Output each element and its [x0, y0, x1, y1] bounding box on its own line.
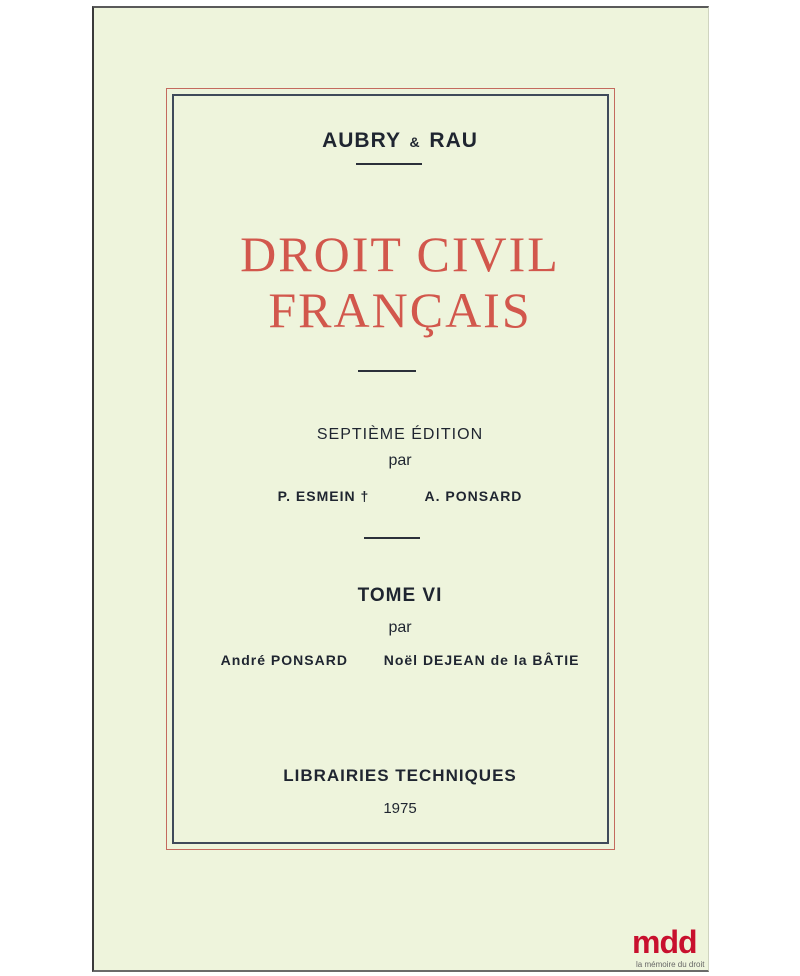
rule-under-title — [358, 370, 416, 372]
tome-label: TOME VI — [357, 585, 443, 606]
author-ampersand: & — [409, 134, 421, 150]
tome-author-ponsard: André PONSARD — [220, 652, 348, 668]
editor-esmein: P. ESMEIN † — [277, 488, 370, 504]
publication-year: 1975 — [383, 800, 417, 817]
tome-authors — [0, 652, 800, 668]
publisher-name: LIBRAIRIES TECHNIQUES — [283, 766, 517, 785]
rule-under-editors — [364, 537, 420, 539]
rule-under-authors — [356, 163, 422, 165]
cover-authors — [0, 129, 800, 153]
title-line-2: FRANÇAIS — [268, 282, 532, 338]
tome-author-dejean: Noël DEJEAN de la BÂTIE — [383, 652, 580, 668]
author-rau: RAU — [429, 129, 478, 152]
mdd-logo-text: mdd — [632, 924, 697, 960]
mdd-logo-tagline: la mémoire du droit — [636, 960, 705, 969]
edition-editors — [0, 488, 800, 504]
author-aubry: AUBRY — [322, 129, 401, 152]
tome-par: par — [388, 619, 412, 636]
title-line-1: DROIT CIVIL — [240, 226, 560, 282]
edition-label: SEPTIÈME ÉDITION — [316, 426, 484, 443]
edition-par: par — [388, 452, 412, 469]
editor-ponsard: A. PONSARD — [424, 488, 523, 504]
